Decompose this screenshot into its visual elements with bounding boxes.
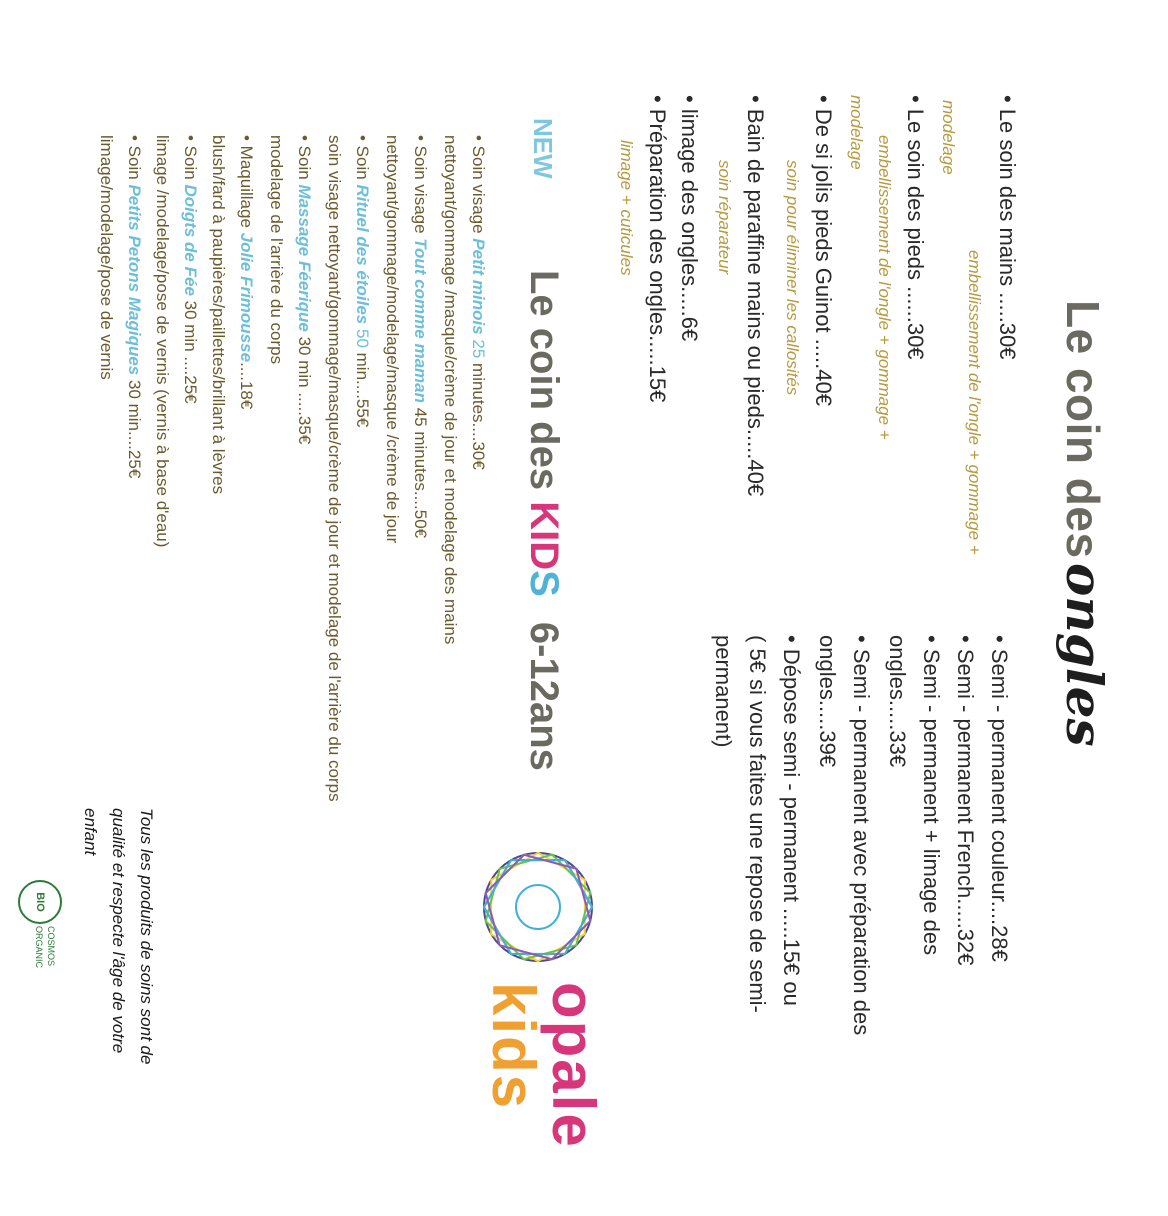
kids-item-4-desc: modelage de l'arrière du corps: [267, 135, 286, 365]
right-line-6: ongles.....39€: [815, 635, 840, 768]
opale-rosette-icon: [473, 842, 603, 972]
kids-item-1-num: 25: [469, 339, 488, 359]
right-line-9: permanent): [711, 635, 736, 748]
bio-line-2: ORGANIC: [34, 926, 44, 969]
kids-item-6-desc: limage /modelage/pose de vernis (vernis à base d'eau): [153, 135, 172, 548]
kids-item-6-post: 30 min ....25€: [181, 295, 200, 404]
kids-item-7-desc: limage/modelage/pose de vernis: [97, 135, 116, 380]
opale-kids-logo: [468, 842, 607, 1149]
title-main: Le coin des: [1057, 300, 1109, 559]
right-line-7: • Dépose semi - permanent .....15€ ou: [779, 635, 804, 1006]
kids-item-5-name: Jolie Frimousse: [237, 232, 256, 363]
note-line-2: qualité et respecte l'âge de votre: [109, 808, 128, 1054]
kids-item-1-desc: nettoyant/gommage /masque/crème de jour et modelage des mains: [441, 135, 460, 645]
kids-item-4-name: Massage Féerique: [295, 184, 314, 332]
kids-item-5-post: ....18€: [237, 362, 256, 410]
kids-title-age: 6-12ans: [522, 621, 566, 771]
title-script: ongles: [1055, 563, 1114, 747]
right-line-3: • Semi - permanent + limage des: [919, 635, 944, 956]
item-soin-pieds-desc2: modelage: [847, 95, 866, 170]
right-line-1: • Semi - permanent couleur....28€: [987, 635, 1012, 962]
item-paraffine-desc: soin réparateur: [715, 160, 734, 275]
kids-item-1-post: minutes....30€: [469, 358, 488, 470]
item-soin-pieds-desc: embellissement de l'ongle + gommage +: [875, 135, 894, 440]
item-preparation-desc: limage + cuticules: [617, 140, 636, 276]
note-line-3: enfant: [81, 808, 100, 856]
kids-word: kids: [480, 982, 547, 1111]
bio-leaf-icon: BIO: [18, 880, 62, 924]
kids-item-7-name: Petits Petons Magiques: [125, 184, 144, 376]
right-line-2: • Semi - permanent French.....32€: [953, 635, 978, 966]
item-soin-mains: • Le soin des mains .....30€: [995, 95, 1020, 360]
kids-item-3-pre: • Soin: [353, 135, 372, 185]
right-line-4: ongles.....33€: [885, 635, 910, 768]
kids-item-2: [410, 135, 430, 538]
kids-item-4-post: 30 min .....35€: [295, 331, 314, 445]
page-title: [1055, 300, 1114, 747]
right-line-8: ( 5€ si vous faites une repose de semi-: [745, 635, 770, 1013]
kids-item-2-pre: • Soin visage: [411, 135, 430, 239]
kids-item-4-pre: • Soin: [295, 135, 314, 185]
item-preparation: • Préparation des ongles.....15€: [645, 95, 670, 403]
opale-logo-text: [480, 982, 607, 1149]
kids-item-3-num: 50: [353, 329, 372, 348]
kids-title-s: S: [522, 570, 566, 597]
kids-item-1-pre: • Soin visage: [469, 135, 488, 239]
kids-item-1: [468, 135, 488, 470]
kids-title-kids: KID: [522, 501, 566, 571]
kids-item-4: [294, 135, 314, 444]
kids-item-5-pre: • Maquillage: [237, 135, 256, 233]
kids-item-6-name: Doigts de Fée: [181, 184, 200, 296]
item-paraffine: • Bain de paraffine mains ou pieds.....40€: [743, 95, 768, 497]
right-line-5: • Semi - permanent avec préparation des: [849, 635, 874, 1036]
kids-item-7-pre: • Soin: [125, 135, 144, 185]
new-badge: NEW: [528, 118, 558, 179]
kids-item-7-post: 30 min....25€: [125, 375, 144, 479]
kids-title-part1: Le coin des: [522, 270, 566, 491]
note-line-1: Tous les produits de soins sont de: [137, 808, 156, 1065]
item-soin-mains-desc: embellissement de l'ongle + gommage +: [965, 250, 984, 555]
kids-item-2-name: Tout comme maman: [411, 238, 430, 403]
kids-item-3: [352, 135, 372, 427]
kids-item-5-desc: blush/fard à paupières/paillettes/brillant à lèvres: [209, 135, 228, 495]
kids-item-7: [124, 135, 144, 478]
kids-item-6: [180, 135, 200, 404]
bio-line-1: COSMOS: [46, 926, 56, 967]
kids-item-3-desc: soin visage nettoyant/gommage/masque/crème de jour et modelage de l'arrière du corps: [325, 135, 344, 802]
item-limage: • limage des ongles.....6€: [677, 95, 702, 342]
cosmos-organic-badge: [18, 880, 62, 969]
kids-item-3-post: min....55€: [353, 347, 372, 428]
item-jolis-pieds: • De si jolis pieds Guinot .....40€: [811, 95, 836, 406]
kids-item-6-pre: • Soin: [181, 135, 200, 185]
kids-title: [521, 270, 566, 771]
item-soin-mains-desc2: modelage: [939, 100, 958, 175]
kids-item-1-name: Petit minois: [469, 238, 488, 335]
kids-item-3-name: Rituel des étoiles: [353, 184, 372, 325]
opale-word: opale: [540, 982, 607, 1149]
kids-item-2-desc: nettoyant/gommage/modelage/masque /crème de jour: [383, 135, 402, 544]
item-jolis-pieds-desc: soin pour éliminer les callosités: [783, 160, 802, 396]
kids-item-2-post: 45 minutes....50€: [411, 402, 430, 539]
kids-item-5: [236, 135, 256, 409]
item-soin-pieds: • Le soin des pieds ......30€: [903, 95, 928, 360]
